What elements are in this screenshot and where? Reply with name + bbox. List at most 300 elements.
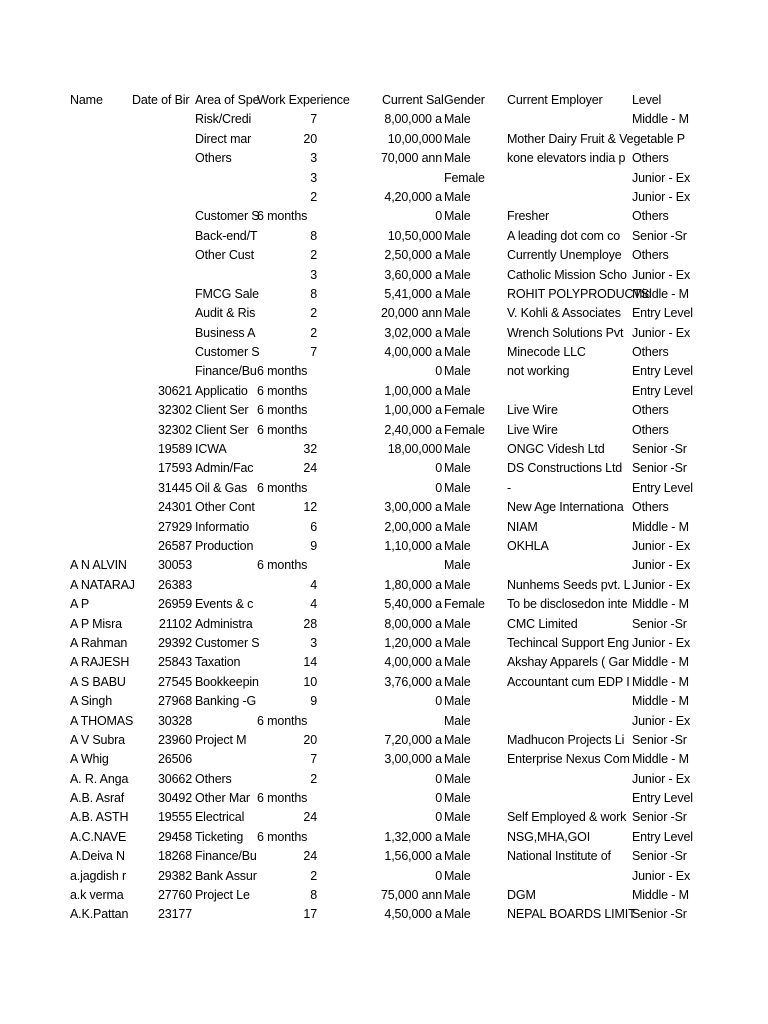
gender-cell[interactable]: Male xyxy=(444,364,471,379)
gender-cell[interactable]: Male xyxy=(444,345,471,360)
name-cell[interactable]: A.B. Asraf xyxy=(70,791,125,806)
dob-cell[interactable]: 23177 xyxy=(157,907,192,922)
employer-cell[interactable] xyxy=(507,867,630,886)
level-cell[interactable]: Middle - M xyxy=(632,674,689,689)
employer-cell[interactable]: Self Employed & work xyxy=(507,810,627,825)
area-cell[interactable] xyxy=(195,266,255,285)
experience-cell[interactable]: 8 xyxy=(310,228,317,243)
experience-cell[interactable]: 8 xyxy=(310,286,317,301)
dob-cell[interactable]: 29382 xyxy=(157,868,192,883)
experience-cell[interactable]: 9 xyxy=(310,694,317,709)
gender-cell[interactable]: Male xyxy=(444,907,471,922)
employer-cell[interactable]: Mother Dairy Fruit & Vegetable P xyxy=(507,131,685,146)
gender-cell[interactable]: Male xyxy=(444,694,471,709)
dob-cell[interactable]: 26383 xyxy=(157,577,192,592)
level-cell[interactable]: Middle - M xyxy=(632,752,689,767)
experience-cell[interactable]: 2 xyxy=(310,189,317,204)
area-cell[interactable]: Risk/Credi xyxy=(195,112,252,127)
dob-cell[interactable] xyxy=(132,246,192,265)
salary-cell[interactable]: 0 xyxy=(435,868,442,883)
salary-cell[interactable]: 2,40,000 a xyxy=(384,422,442,437)
header-current-salary[interactable]: Current Sal xyxy=(382,93,444,107)
level-cell[interactable]: Junior - Ex xyxy=(632,577,691,592)
name-cell[interactable]: A RAJESH xyxy=(70,655,130,670)
gender-cell[interactable]: Male xyxy=(444,151,471,166)
salary-cell[interactable]: 1,00,000 a xyxy=(384,383,442,398)
dob-cell[interactable]: 31445 xyxy=(157,480,192,495)
experience-cell[interactable]: 6 months xyxy=(257,422,308,437)
employer-cell[interactable] xyxy=(507,770,630,789)
gender-cell[interactable]: Male xyxy=(444,306,471,321)
area-cell[interactable]: Informatio xyxy=(195,519,250,534)
dob-cell[interactable]: 27760 xyxy=(157,888,192,903)
salary-cell[interactable]: 5,40,000 a xyxy=(384,597,442,612)
name-cell[interactable]: A.B. ASTH xyxy=(70,810,129,825)
employer-cell[interactable]: Techincal Support Eng xyxy=(507,635,629,650)
name-cell[interactable]: A THOMAS xyxy=(70,713,134,728)
name-cell[interactable] xyxy=(70,518,129,537)
salary-cell[interactable]: 75,000 ann xyxy=(380,888,442,903)
dob-cell[interactable]: 26959 xyxy=(157,597,192,612)
area-cell[interactable] xyxy=(195,188,255,207)
experience-cell[interactable]: 28 xyxy=(303,616,317,631)
dob-cell[interactable]: 32302 xyxy=(157,403,192,418)
name-cell[interactable] xyxy=(70,304,129,323)
experience-cell[interactable]: 6 months xyxy=(257,791,308,806)
area-cell[interactable]: Others xyxy=(195,151,232,166)
name-cell[interactable] xyxy=(70,537,129,556)
experience-cell[interactable]: 10 xyxy=(303,674,317,689)
employer-cell[interactable] xyxy=(507,712,630,731)
experience-cell[interactable]: 6 months xyxy=(257,558,308,573)
employer-cell[interactable]: Currently Unemploye xyxy=(507,248,622,263)
employer-cell[interactable] xyxy=(507,169,630,188)
employer-cell[interactable]: DGM xyxy=(507,888,536,903)
area-cell[interactable]: Audit & Ris xyxy=(195,306,256,321)
experience-cell[interactable]: 9 xyxy=(310,538,317,553)
dob-cell[interactable] xyxy=(132,362,192,381)
gender-cell[interactable]: Male xyxy=(444,888,471,903)
level-cell[interactable]: Others xyxy=(632,209,669,224)
employer-cell[interactable]: NEPAL BOARDS LIMIT xyxy=(507,907,636,922)
gender-cell[interactable]: Male xyxy=(444,771,471,786)
gender-cell[interactable]: Male xyxy=(444,655,471,670)
name-cell[interactable]: a.jagdish r xyxy=(70,868,127,883)
level-cell[interactable]: Others xyxy=(632,345,669,360)
employer-cell[interactable]: OKHLA xyxy=(507,538,549,553)
level-cell[interactable]: Entry Level xyxy=(632,306,693,321)
area-cell[interactable]: Project M xyxy=(195,732,247,747)
area-cell[interactable]: Project Le xyxy=(195,888,250,903)
name-cell[interactable] xyxy=(70,110,129,129)
name-cell[interactable] xyxy=(70,362,129,381)
salary-cell[interactable]: 70,000 ann xyxy=(380,151,442,166)
salary-cell[interactable]: 0 xyxy=(435,791,442,806)
dob-cell[interactable]: 30621 xyxy=(157,383,192,398)
experience-cell[interactable]: 4 xyxy=(310,597,317,612)
gender-cell[interactable]: Male xyxy=(444,558,471,573)
employer-cell[interactable] xyxy=(507,789,630,808)
name-cell[interactable] xyxy=(70,266,129,285)
level-cell[interactable]: Senior -Sr xyxy=(632,442,687,457)
gender-cell[interactable]: Male xyxy=(444,461,471,476)
salary-cell[interactable]: 1,00,000 a xyxy=(384,403,442,418)
area-cell[interactable]: Banking -G xyxy=(195,694,257,709)
experience-cell[interactable]: 6 xyxy=(310,519,317,534)
level-cell[interactable]: Middle - M xyxy=(632,112,689,127)
level-cell[interactable]: Senior -Sr xyxy=(632,849,687,864)
employer-cell[interactable] xyxy=(507,110,630,129)
dob-cell[interactable]: 25843 xyxy=(157,655,192,670)
gender-cell[interactable]: Male xyxy=(444,635,471,650)
dob-cell[interactable]: 23960 xyxy=(157,732,192,747)
dob-cell[interactable]: 30492 xyxy=(157,791,192,806)
level-cell[interactable]: Entry Level xyxy=(632,829,693,844)
salary-cell[interactable]: 5,41,000 a xyxy=(384,286,442,301)
experience-cell[interactable]: 20 xyxy=(303,131,317,146)
salary-cell[interactable]: 1,80,000 a xyxy=(384,577,442,592)
level-cell[interactable]: Junior - Ex xyxy=(632,325,691,340)
employer-cell[interactable]: V. Kohli & Associates xyxy=(507,306,621,321)
name-cell[interactable] xyxy=(70,246,129,265)
gender-cell[interactable]: Male xyxy=(444,325,471,340)
employer-cell[interactable]: New Age Internationa xyxy=(507,500,624,515)
salary-cell[interactable]: 0 xyxy=(435,461,442,476)
level-cell[interactable]: Senior -Sr xyxy=(632,732,687,747)
name-cell[interactable]: A Singh xyxy=(70,694,113,709)
area-cell[interactable]: Customer S xyxy=(195,635,260,650)
employer-cell[interactable]: Live Wire xyxy=(507,422,558,437)
experience-cell[interactable]: 17 xyxy=(303,907,317,922)
dob-cell[interactable]: 27968 xyxy=(157,694,192,709)
area-cell[interactable] xyxy=(195,905,255,924)
employer-cell[interactable]: ROHIT POLYPRODUCTS xyxy=(507,286,649,301)
level-cell[interactable]: Junior - Ex xyxy=(632,538,691,553)
dob-cell[interactable]: 30662 xyxy=(157,771,192,786)
name-cell[interactable] xyxy=(70,459,129,478)
dob-cell[interactable] xyxy=(132,149,192,168)
experience-cell[interactable]: 7 xyxy=(310,752,317,767)
area-cell[interactable]: Other Mar xyxy=(195,791,250,806)
employer-cell[interactable]: CMC Limited xyxy=(507,616,578,631)
gender-cell[interactable]: Male xyxy=(444,810,471,825)
salary-cell[interactable]: 10,50,000 xyxy=(387,228,442,243)
name-cell[interactable]: A.C.NAVE xyxy=(70,829,127,844)
area-cell[interactable]: Back-end/T xyxy=(195,228,258,243)
name-cell[interactable] xyxy=(70,382,129,401)
level-cell[interactable]: Senior -Sr xyxy=(632,616,687,631)
area-cell[interactable]: Finance/Bu xyxy=(195,849,257,864)
area-cell[interactable]: Bank Assur xyxy=(195,868,257,883)
experience-cell[interactable]: 2 xyxy=(310,325,317,340)
area-cell[interactable]: Administra xyxy=(195,616,253,631)
salary-cell[interactable]: 4,20,000 a xyxy=(384,189,442,204)
area-cell[interactable]: Production xyxy=(195,538,254,553)
experience-cell[interactable]: 24 xyxy=(303,810,317,825)
dob-cell[interactable]: 30053 xyxy=(157,558,192,573)
employer-cell[interactable]: To be disclosedon inte xyxy=(507,597,628,612)
header-name[interactable]: Name xyxy=(70,93,103,107)
name-cell[interactable]: A.K.Pattan xyxy=(70,907,129,922)
level-cell[interactable]: Others xyxy=(632,422,669,437)
salary-cell[interactable]: 0 xyxy=(435,480,442,495)
area-cell[interactable]: Customer S xyxy=(195,209,260,224)
salary-cell[interactable]: 0 xyxy=(435,364,442,379)
salary-cell[interactable]: 3,00,000 a xyxy=(384,500,442,515)
gender-cell[interactable]: Female xyxy=(444,403,485,418)
dob-cell[interactable] xyxy=(132,343,192,362)
experience-cell[interactable]: 2 xyxy=(310,771,317,786)
gender-cell[interactable]: Male xyxy=(444,752,471,767)
name-cell[interactable] xyxy=(70,130,129,149)
gender-cell[interactable]: Male xyxy=(444,209,471,224)
salary-cell[interactable]: 0 xyxy=(435,694,442,709)
name-cell[interactable]: a.k verma xyxy=(70,888,124,903)
experience-cell[interactable]: 24 xyxy=(303,849,317,864)
header-current-employer[interactable]: Current Employer xyxy=(507,93,603,107)
level-cell[interactable]: Entry Level xyxy=(632,364,693,379)
name-cell[interactable]: A P Misra xyxy=(70,616,122,631)
employer-cell[interactable]: NSG,MHA,GOI xyxy=(507,829,591,844)
area-cell[interactable]: FMCG Sale xyxy=(195,286,259,301)
dob-cell[interactable]: 21102 xyxy=(158,616,192,631)
level-cell[interactable] xyxy=(632,130,694,149)
dob-cell[interactable]: 17593 xyxy=(157,461,192,476)
dob-cell[interactable]: 29458 xyxy=(157,829,192,844)
salary-cell[interactable]: 7,20,000 a xyxy=(384,732,442,747)
salary-cell[interactable]: 4,00,000 a xyxy=(384,655,442,670)
name-cell[interactable]: A.Deiva N xyxy=(70,849,125,864)
level-cell[interactable]: Junior - Ex xyxy=(632,771,691,786)
salary-cell[interactable]: 1,56,000 a xyxy=(384,849,442,864)
salary-cell[interactable]: 0 xyxy=(435,771,442,786)
level-cell[interactable]: Junior - Ex xyxy=(632,558,691,573)
gender-cell[interactable]: Male xyxy=(444,228,471,243)
level-cell[interactable]: Junior - Ex xyxy=(632,713,691,728)
gender-cell[interactable]: Male xyxy=(444,849,471,864)
gender-cell[interactable]: Male xyxy=(444,791,471,806)
gender-cell[interactable]: Male xyxy=(444,248,471,263)
salary-cell[interactable]: 3,02,000 a xyxy=(384,325,442,340)
level-cell[interactable]: Junior - Ex xyxy=(632,267,691,282)
level-cell[interactable]: Senior -Sr xyxy=(632,461,687,476)
salary-cell[interactable]: 1,32,000 a xyxy=(384,829,442,844)
gender-cell[interactable]: Female xyxy=(444,597,485,612)
dob-cell[interactable] xyxy=(132,324,192,343)
gender-cell[interactable]: Male xyxy=(444,732,471,747)
area-cell[interactable]: Applicatio xyxy=(195,383,248,398)
level-cell[interactable]: Middle - M xyxy=(632,597,689,612)
dob-cell[interactable]: 19555 xyxy=(157,810,192,825)
name-cell[interactable] xyxy=(70,479,129,498)
gender-cell[interactable]: Male xyxy=(444,616,471,631)
header-area-of-specialization[interactable]: Area of Spe xyxy=(195,93,260,107)
area-cell[interactable] xyxy=(195,750,255,769)
dob-cell[interactable] xyxy=(132,227,192,246)
dob-cell[interactable] xyxy=(132,207,192,226)
salary-cell[interactable]: 3,60,000 a xyxy=(384,267,442,282)
salary-cell[interactable] xyxy=(320,169,442,188)
employer-cell[interactable]: Enterprise Nexus Com xyxy=(507,752,630,767)
dob-cell[interactable]: 30328 xyxy=(157,713,192,728)
employer-cell[interactable]: Accountant cum EDP I xyxy=(507,674,630,689)
salary-cell[interactable]: 0 xyxy=(435,209,442,224)
experience-cell[interactable]: 2 xyxy=(310,306,317,321)
salary-cell[interactable]: 1,20,000 a xyxy=(384,635,442,650)
header-level[interactable]: Level xyxy=(632,93,662,107)
name-cell[interactable] xyxy=(70,169,129,188)
employer-cell[interactable] xyxy=(507,692,630,711)
dob-cell[interactable] xyxy=(132,188,192,207)
level-cell[interactable]: Entry Level xyxy=(632,791,693,806)
name-cell[interactable] xyxy=(70,227,129,246)
level-cell[interactable]: Middle - M xyxy=(632,888,689,903)
name-cell[interactable]: A S BABU xyxy=(70,674,126,689)
salary-cell[interactable]: 18,00,000 xyxy=(387,442,442,457)
experience-cell[interactable]: 6 months xyxy=(257,403,308,418)
area-cell[interactable]: Admin/Fac xyxy=(195,461,254,476)
gender-cell[interactable]: Male xyxy=(444,713,471,728)
employer-cell[interactable]: DS Constructions Ltd xyxy=(507,461,623,476)
area-cell[interactable]: Events & c xyxy=(195,597,254,612)
name-cell[interactable] xyxy=(70,149,129,168)
salary-cell[interactable]: 3,76,000 a xyxy=(384,674,442,689)
employer-cell[interactable]: Fresher xyxy=(507,209,550,224)
header-gender[interactable]: Gender xyxy=(444,93,485,107)
dob-cell[interactable]: 19589 xyxy=(157,442,192,457)
area-cell[interactable]: ICWA xyxy=(195,442,227,457)
name-cell[interactable] xyxy=(70,285,129,304)
salary-cell[interactable]: 1,10,000 a xyxy=(384,538,442,553)
employer-cell[interactable]: ONGC Videsh Ltd xyxy=(507,442,605,457)
experience-cell[interactable]: 3 xyxy=(310,170,317,185)
area-cell[interactable] xyxy=(195,556,255,575)
area-cell[interactable]: Oil & Gas xyxy=(195,480,248,495)
name-cell[interactable]: A V Subra xyxy=(70,732,125,747)
name-cell[interactable]: A NATARAJ xyxy=(70,577,135,592)
name-cell[interactable]: A Rahman xyxy=(70,635,128,650)
area-cell[interactable]: Ticketing xyxy=(195,829,244,844)
experience-cell[interactable]: 3 xyxy=(310,151,317,166)
dob-cell[interactable]: 24301 xyxy=(157,500,192,515)
level-cell[interactable]: Junior - Ex xyxy=(632,635,691,650)
experience-cell[interactable]: 6 months xyxy=(257,713,308,728)
experience-cell[interactable]: 6 months xyxy=(257,209,308,224)
name-cell[interactable]: A. R. Anga xyxy=(70,771,129,786)
experience-cell[interactable]: 7 xyxy=(310,112,317,127)
experience-cell[interactable]: 6 months xyxy=(257,829,308,844)
level-cell[interactable]: Others xyxy=(632,403,669,418)
employer-cell[interactable]: Akshay Apparels ( Gar xyxy=(507,655,629,670)
experience-cell[interactable]: 3 xyxy=(310,267,317,282)
employer-cell[interactable]: Catholic Mission Scho xyxy=(507,267,627,282)
area-cell[interactable]: Taxation xyxy=(195,655,241,670)
experience-cell[interactable]: 6 months xyxy=(257,383,308,398)
dob-cell[interactable] xyxy=(132,266,192,285)
area-cell[interactable]: Business A xyxy=(195,325,256,340)
dob-cell[interactable]: 26587 xyxy=(157,538,192,553)
gender-cell[interactable]: Male xyxy=(444,383,471,398)
area-cell[interactable]: Client Ser xyxy=(195,403,249,418)
dob-cell[interactable] xyxy=(132,130,192,149)
level-cell[interactable]: Middle - M xyxy=(632,519,689,534)
name-cell[interactable] xyxy=(70,498,129,517)
dob-cell[interactable] xyxy=(132,285,192,304)
area-cell[interactable]: Others xyxy=(195,771,232,786)
experience-cell[interactable]: 2 xyxy=(310,868,317,883)
gender-cell[interactable]: Male xyxy=(444,480,471,495)
dob-cell[interactable]: 26506 xyxy=(157,752,192,767)
salary-cell[interactable]: 8,00,000 a xyxy=(384,616,442,631)
salary-cell[interactable]: 2,50,000 a xyxy=(384,248,442,263)
employer-cell[interactable]: kone elevators india p xyxy=(507,151,626,166)
gender-cell[interactable]: Male xyxy=(444,868,471,883)
experience-cell[interactable]: 12 xyxy=(303,500,317,515)
name-cell[interactable] xyxy=(70,343,129,362)
experience-cell[interactable]: 7 xyxy=(310,345,317,360)
area-cell[interactable]: Finance/Bu xyxy=(195,364,257,379)
area-cell[interactable]: Client Ser xyxy=(195,422,249,437)
salary-cell[interactable]: 0 xyxy=(435,810,442,825)
level-cell[interactable]: Senior -Sr xyxy=(632,907,687,922)
salary-cell[interactable]: 20,000 ann xyxy=(380,306,442,321)
level-cell[interactable]: Middle - M xyxy=(632,655,689,670)
level-cell[interactable]: Middle - M xyxy=(632,286,689,301)
gender-cell[interactable]: Male xyxy=(444,519,471,534)
dob-cell[interactable] xyxy=(132,110,192,129)
level-cell[interactable]: Junior - Ex xyxy=(632,189,691,204)
dob-cell[interactable] xyxy=(132,169,192,188)
experience-cell[interactable]: 8 xyxy=(310,888,317,903)
header-work-experience[interactable]: Work Experience xyxy=(257,93,350,107)
gender-cell[interactable]: Male xyxy=(444,131,471,146)
salary-cell[interactable] xyxy=(320,556,442,575)
area-cell[interactable]: Other Cust xyxy=(195,248,254,263)
employer-cell[interactable]: A leading dot com co xyxy=(507,228,621,243)
experience-cell[interactable]: 4 xyxy=(310,577,317,592)
name-cell[interactable] xyxy=(70,207,129,226)
name-cell[interactable] xyxy=(70,421,129,440)
employer-cell[interactable] xyxy=(507,556,630,575)
name-cell[interactable]: A N ALVIN xyxy=(70,558,127,573)
name-cell[interactable]: A P xyxy=(70,597,90,612)
level-cell[interactable]: Others xyxy=(632,500,669,515)
name-cell[interactable] xyxy=(70,324,129,343)
level-cell[interactable]: Middle - M xyxy=(632,694,689,709)
experience-cell[interactable]: 24 xyxy=(303,461,317,476)
experience-cell[interactable]: 3 xyxy=(310,635,317,650)
employer-cell[interactable]: Live Wire xyxy=(507,403,558,418)
experience-cell[interactable]: 20 xyxy=(303,732,317,747)
experience-cell[interactable]: 32 xyxy=(303,442,317,457)
level-cell[interactable]: Junior - Ex xyxy=(632,170,691,185)
salary-cell[interactable]: 10,00,000 xyxy=(387,131,442,146)
dob-cell[interactable]: 27929 xyxy=(157,519,192,534)
area-cell[interactable] xyxy=(195,576,255,595)
name-cell[interactable]: A Whig xyxy=(70,752,109,767)
level-cell[interactable]: Entry Level xyxy=(632,480,693,495)
salary-cell[interactable]: 4,00,000 a xyxy=(384,345,442,360)
salary-cell[interactable]: 4,50,000 a xyxy=(384,907,442,922)
level-cell[interactable]: Others xyxy=(632,248,669,263)
name-cell[interactable] xyxy=(70,440,129,459)
level-cell[interactable]: Entry Level xyxy=(632,383,693,398)
area-cell[interactable]: Customer S xyxy=(195,345,260,360)
area-cell[interactable] xyxy=(195,169,255,188)
dob-cell[interactable]: 32302 xyxy=(157,422,192,437)
employer-cell[interactable]: Nunhems Seeds pvt. L xyxy=(507,577,631,592)
dob-cell[interactable]: 18268 xyxy=(157,849,192,864)
